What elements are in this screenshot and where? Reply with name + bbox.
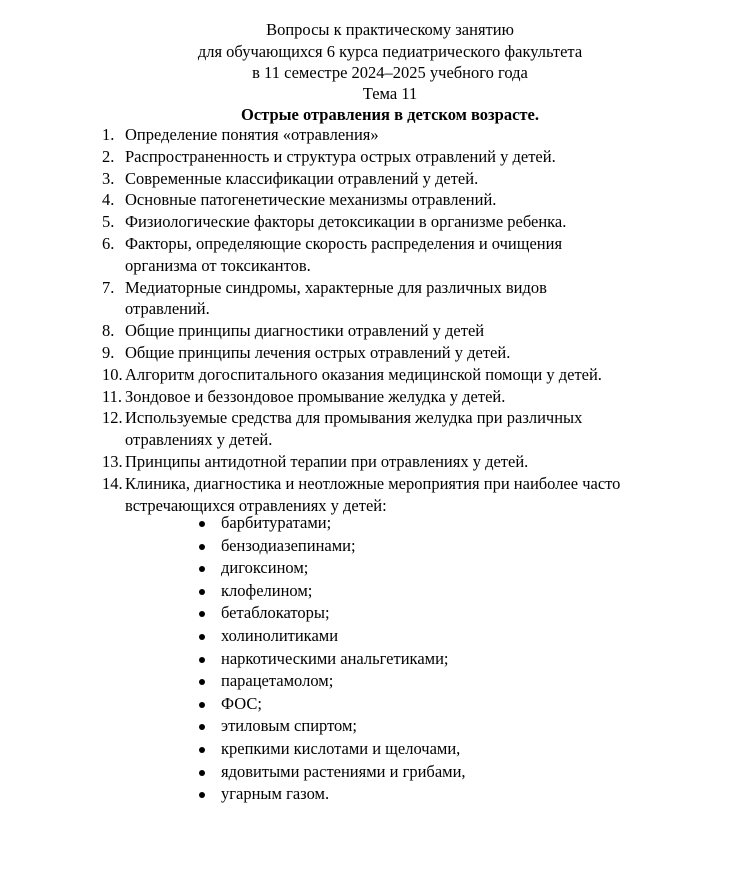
bullet-icon xyxy=(199,657,205,663)
bullet-icon xyxy=(199,770,205,776)
header-line-1: Вопросы к практическому занятию xyxy=(266,20,514,39)
bullet-icon xyxy=(199,702,205,708)
question-number: 3. xyxy=(102,168,115,188)
question-text: Общие принципы диагностики отравлений у детей xyxy=(125,321,485,341)
question-number: 13. xyxy=(102,452,123,471)
question-text: Факторы, определяющие скорость распределения и очищения xyxy=(125,234,563,253)
poison-name: угарным газом. xyxy=(221,784,330,804)
poison-name: бензодиазепинами; xyxy=(221,535,356,555)
poison-name: этиловым спиртом; xyxy=(221,716,358,736)
question-text: Определение понятия «отравления» xyxy=(125,125,379,144)
question-text: Общие принципы лечения острых отравлений у детей. xyxy=(125,343,511,362)
header-line-3: в 11 семестре 2024–2025 учебного года xyxy=(252,63,528,82)
question-number: 11. xyxy=(102,386,123,406)
question-text: Распространенность и структура острых отравлений у детей. xyxy=(125,146,556,166)
question-number: 5. xyxy=(102,212,115,232)
question-text: организма от токсикантов. xyxy=(125,255,311,275)
question-number: 4. xyxy=(102,190,115,210)
poison-name: парацетамолом; xyxy=(221,671,334,691)
bullet-icon xyxy=(199,792,205,798)
question-text: отравлениях у детей. xyxy=(125,430,273,450)
question-text: Алгоритм догоспитального оказания медицинской помощи у детей. xyxy=(125,364,602,384)
bullet-icon xyxy=(199,589,205,595)
question-number: 10. xyxy=(102,364,123,384)
bullet-icon xyxy=(199,679,205,685)
question-text: Основные патогенетические механизмы отравлений. xyxy=(125,190,497,210)
bullet-icon xyxy=(199,544,205,550)
poison-name: ядовитыми растениями и грибами, xyxy=(221,761,466,781)
bullet-icon xyxy=(199,747,205,753)
bullet-icon xyxy=(199,611,205,617)
question-text: Физиологические факторы детоксикации в организме ребенка. xyxy=(125,212,567,232)
question-text: отравлений. xyxy=(125,299,210,319)
poison-name: крепкими кислотами и щелочами, xyxy=(221,739,461,758)
question-text: Медиаторные синдромы, характерные для различных видов xyxy=(125,277,547,297)
header-line-2: для обучающихся 6 курса педиатрического факультета xyxy=(197,42,583,61)
question-text: Зондовое и беззондовое промывание желудка у детей. xyxy=(125,386,506,406)
poison-name: барбитуратами; xyxy=(221,513,332,532)
poison-name: дигоксином; xyxy=(221,558,309,578)
question-number: 8. xyxy=(102,321,115,341)
poison-name: холинолитиками xyxy=(221,626,339,645)
bullet-icon xyxy=(199,634,205,640)
question-text: Принципы антидотной терапии при отравлениях у детей. xyxy=(125,452,529,471)
question-number: 1. xyxy=(102,125,115,144)
question-number: 6. xyxy=(102,234,115,253)
question-text: встречающихся отравлениях у детей: xyxy=(125,495,387,515)
question-text: Используемые средства для промывания желудка при различных xyxy=(125,408,583,428)
topic-label: Тема 11 xyxy=(362,84,418,103)
poison-name: наркотическими анальгетиками; xyxy=(221,648,449,668)
poison-name: бетаблокаторы; xyxy=(221,603,330,623)
question-number: 14. xyxy=(102,473,123,493)
document-title: Острые отравления в детском возрасте. xyxy=(241,105,539,124)
question-number: 12. xyxy=(102,408,123,428)
poison-name: ФОС; xyxy=(221,693,262,713)
question-text: Современные классификации отравлений у детей. xyxy=(125,168,479,188)
bullet-icon xyxy=(199,521,205,527)
question-number: 2. xyxy=(102,146,115,166)
poison-name: клофелином; xyxy=(221,580,313,600)
bullet-icon xyxy=(199,566,205,572)
question-number: 7. xyxy=(102,277,115,297)
bullet-icon xyxy=(199,724,205,730)
question-number: 9. xyxy=(102,343,115,362)
question-text: Клиника, диагностика и неотложные мероприятия при наиболее часто xyxy=(125,473,621,493)
